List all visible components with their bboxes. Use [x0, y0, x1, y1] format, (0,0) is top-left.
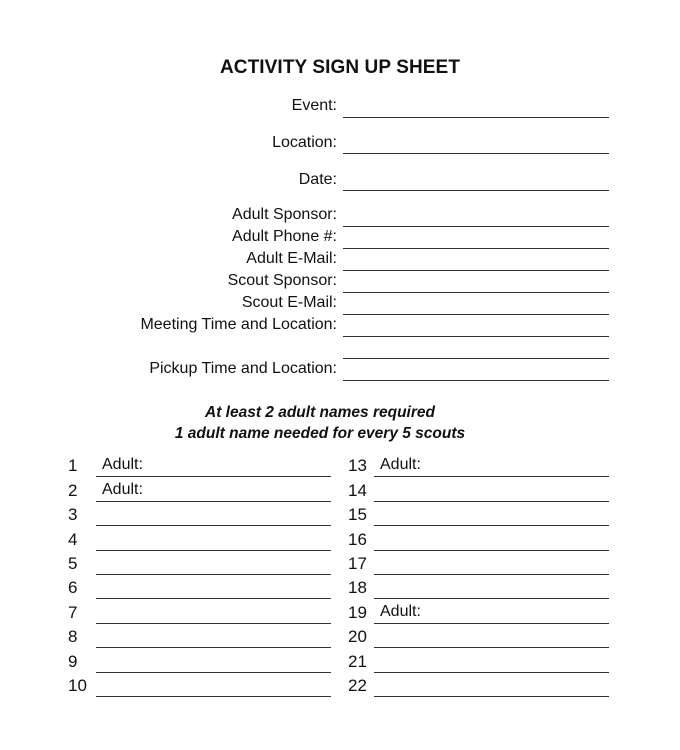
scout-email-line[interactable] [343, 314, 609, 315]
signup-line[interactable] [374, 476, 609, 477]
row-number: 20 [348, 627, 367, 646]
adult-sponsor-line[interactable] [343, 226, 609, 227]
scout-email-label: Scout E-Mail: [241, 294, 337, 311]
signup-line[interactable] [96, 525, 331, 526]
row-number: 3 [68, 505, 78, 524]
signup-line[interactable] [96, 623, 331, 624]
row-number: 9 [68, 652, 78, 671]
row-number: 22 [348, 676, 367, 695]
signup-line[interactable] [374, 672, 609, 673]
row-number: 18 [348, 578, 367, 597]
row-number: 14 [348, 481, 367, 500]
event-label: Event: [291, 97, 337, 114]
event-line[interactable] [343, 117, 609, 118]
signup-line[interactable] [374, 525, 609, 526]
meeting-time-label: Meeting Time and Location: [140, 316, 337, 333]
signup-line[interactable] [374, 696, 609, 697]
signup-line[interactable] [374, 550, 609, 551]
meeting-time-line[interactable] [343, 336, 609, 337]
row-number: 21 [348, 652, 367, 671]
row-number: 5 [68, 554, 78, 573]
adult-email-line[interactable] [343, 270, 609, 271]
signup-line[interactable] [374, 623, 609, 624]
pickup-time-label: Pickup Time and Location: [149, 360, 337, 377]
row-number: 19 [348, 603, 367, 622]
row-number: 8 [68, 627, 78, 646]
signup-line[interactable] [96, 550, 331, 551]
scout-sponsor-line[interactable] [343, 292, 609, 293]
pickup-time-line[interactable] [343, 380, 609, 381]
row-number: 17 [348, 554, 367, 573]
location-label: Location: [272, 134, 337, 151]
signup-line[interactable] [96, 574, 331, 575]
signup-line[interactable] [374, 598, 609, 599]
signup-line[interactable] [96, 696, 331, 697]
row-number: 13 [348, 456, 367, 475]
signup-line[interactable] [96, 501, 331, 502]
location-line[interactable] [343, 153, 609, 154]
signup-line[interactable] [96, 598, 331, 599]
adult-phone-line[interactable] [343, 248, 609, 249]
adult-sponsor-label: Adult Sponsor: [232, 206, 337, 223]
adult-phone-label: Adult Phone #: [232, 228, 337, 245]
adult-prefix: Adult: [102, 456, 143, 473]
adult-prefix: Adult: [102, 481, 143, 498]
row-number: 7 [68, 603, 78, 622]
row-number: 10 [68, 676, 87, 695]
row-number: 4 [68, 530, 78, 549]
scout-sponsor-label: Scout Sponsor: [227, 272, 337, 289]
note-line-1: At least 2 adult names required [205, 404, 435, 421]
signup-line[interactable] [374, 501, 609, 502]
date-label: Date: [298, 171, 337, 188]
adult-prefix: Adult: [380, 603, 421, 620]
adult-prefix: Adult: [380, 456, 421, 473]
signup-line[interactable] [96, 476, 331, 477]
row-number: 6 [68, 578, 78, 597]
signup-line[interactable] [374, 574, 609, 575]
row-number: 2 [68, 481, 78, 500]
meeting-time-line-2[interactable] [343, 358, 609, 359]
row-number: 15 [348, 505, 367, 524]
row-number: 16 [348, 530, 367, 549]
note-line-2: 1 adult name needed for every 5 scouts [174, 425, 466, 442]
signup-line[interactable] [96, 672, 331, 673]
row-number: 1 [68, 456, 78, 475]
sheet-title: ACTIVITY SIGN UP SHEET [219, 57, 461, 78]
signup-line[interactable] [374, 647, 609, 648]
signup-line[interactable] [96, 647, 331, 648]
adult-email-label: Adult E-Mail: [246, 250, 337, 267]
date-line[interactable] [343, 190, 609, 191]
